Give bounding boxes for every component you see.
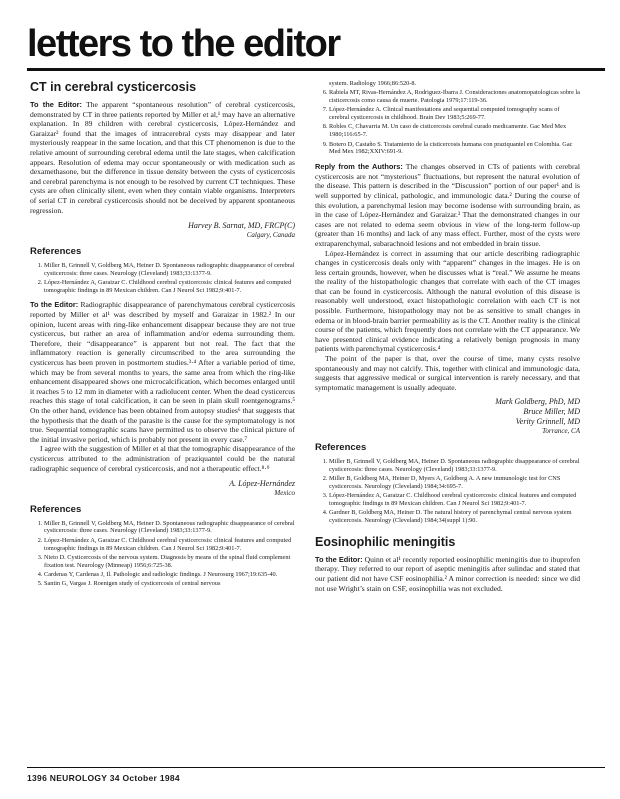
author-signature: Harvey B. Sarnat, MD, FRCP(C): [188, 221, 295, 231]
section-title-eosinophilic-meningitis: Eosinophilic meningitis: [315, 534, 456, 549]
letter-sarnat: [30, 100, 295, 215]
letter-eosinophilic: [315, 555, 580, 593]
letter-body: Radiographic disappearance of parenchymatous cerebral cysticercosis reported by Miller et al¹ was described by myself and Garaizar in 1982.² In our opinion, lucent areas with ring-like enhancement disappear because they are not true cysticercus, but rather an area of inflammation and/or edema surrounding them. Therefore, their “disappearance” is apparent but not real. The fact that the inflammatory reaction is generally circumscribed to the area surrounding the cysticercus has been proven in postmortem studies.³·⁴ After a variable period of time, which may be from several months to years, the same area from which the ring-like enhancement disappeared shows one microcalcification, which becomes enlarged until it reaches 5 to 12 mm in diameter with a radiolucent center. When the dead cysticercus reaches this stage of total calcification, it can be seen in plain skull roentgenograms.⁵ On the other hand, evidence has been obtained from autopsy studies⁶ that suggests that the hypothesis that the death of the parasite is the cause for the symptomatology is not true. Sequential tomographic scans have permitted us to observe the clinical picture of the initial invasive period, which is probably not present in every case.⁷: [30, 300, 295, 444]
reference-item: 3. Nieto D. Cysticercosis of the nervous system. Diagnosis by means of the spinal fluid complement fixation test. Neurology (Minneap) 1956;6:725-38.: [44, 554, 295, 570]
references-heading: References: [315, 442, 367, 454]
reference-item: 2. López-Hernández A, Garaizar C. Childhood cerebral cysticercosis: clinical features and computed tomographic findings in 89 Mexican children. Can J Neurol Sci 1982;9:401-7.: [44, 537, 295, 553]
reference-list: [315, 458, 580, 525]
author-name: Mark Goldberg, PhD, MD: [495, 397, 580, 407]
left-column: [30, 80, 295, 592]
letter-lead: To the Editor:: [315, 554, 363, 564]
author-location: Mexico: [274, 489, 295, 498]
references-heading: References: [30, 246, 82, 258]
letter-body: The apparent “spontaneous resolution” of cerebral cysticercosis, demonstrated by CT in three patients reported by Miller et al,¹ may have an alternative explanation. In 89 children with cerebral cysticercosis, López-Hernández and Garaizar² found that the images of intracerebral cysts may disappear and later mysteriously reappear in the same location, and that this CT phenomenon is due to the relative amount of surrounding cerebral edema until the late stages, when calcification appears. Resolution of edema may occur spontaneously or with medication such as dexamethasone, but the difference in tissue density between the cysts of cysticercosis and cerebral parenchyma is not enough to be resolved by current CT techniques. These cysts are often clinically silent, even when they contain viable organisms. Interpreters of serial CT in cerebral cysticercosis should not be deceived by apparent spontaneous regression.: [30, 100, 295, 215]
reference-item: 9. Botero D, Castaño S. Tratamiento de la cisticercosis humana con praziquantel en Colombia. Gac Med Mex 1982;XXIV:691-9.: [329, 141, 580, 157]
reference-list-continued: [315, 80, 580, 156]
author-location: Calgary, Canada: [246, 231, 295, 240]
masthead-rule: [27, 68, 605, 71]
right-column: [315, 80, 580, 593]
page-footer: [27, 773, 180, 783]
reference-item: 5. Santin G, Vargas J. Roentgen study of cysticercosis of central nervous: [44, 580, 295, 588]
reply-from-authors: [315, 162, 580, 248]
reference-list: [30, 520, 295, 588]
references-heading: References: [30, 504, 82, 516]
reference-item: system. Radiology 1966;86:520-8.: [329, 80, 417, 87]
reference-item: 4. Gardner B, Goldberg MA, Heiner D. The natural history of parenchymal central nervous system cysticercosis. Neurology (Cleveland) 1984;34(suppl 1):90.: [329, 509, 580, 525]
footer-text: 1396 NEUROLOGY 34 October 1984: [27, 773, 180, 783]
letter-body-paragraph: I agree with the suggestion of Miller et al that the tomographic disappearance of the cysticercus attributed to the administration of praziquantel could be the natural radiographic sequence of cerebral cysticercosis, and not a therapeutic effect.⁸·⁹: [30, 444, 295, 473]
reference-list: [30, 262, 295, 295]
reference-item: 7. López-Hernández A. Clinical manifestations and sequential computed tomography scans of cerebral cysticercosis in childhood. Brain Dev 1983;5:269-77.: [329, 106, 580, 122]
letter-body: Quinn et al¹ recently reported eosinophilic meningitis due to ibuprofen therapy. They referred to our report of aseptic meningitis after sulindac and stated that our patient did not have CSF eosinophilia.² A minor correction is needed: since we did not use Wright’s stain on CSF, eosinophilia was not excluded.: [315, 554, 580, 593]
masthead: letters to the editor: [27, 23, 340, 65]
footer-rule: [27, 767, 605, 768]
reply-body-paragraph: López-Hernández is correct in assuming that our article describing radiographic changes in cysticercosis deals only with “apparent” changes in the images. He is on less certain grounds, however, when he discusses what is “real.” We assume he means the reality of the histopathologic changes that correlate with each of the CT images that can be found in cysticercosis. Although the natural evolution of this disease is reasonably well understood, exact histopathologic correlation with each CT is not possible. Furthermore, histopathology may not be as sensitive to small changes in edema or in blood-brain barrier permeability as is the CT. Another reality is the clinical course of the patients, which frequently does not correlate with the CT appearance. We have presented clinical evidence indicating a relatively benign prognosis in many patients with parenchymal cysticercosis.⁴: [315, 248, 580, 354]
reference-item: 2. Miller B, Goldberg MA, Heiner D, Myers A, Goldberg A. A new immunologic test for CNS cysticercosis. Neurology (Cleveland) 1984;34:695-7.: [329, 475, 580, 491]
reply-body: The changes observed in CTs of patients with cerebral cysticercosis are not “mysterious” fluctuations, but represent the natural evolution of the disease. This pattern is described in the “Discussion” portion of our paper¹ and is well supported by clinical, pathologic, and immunologic data.² During the course of this evolution, a parenchymal lesion may become isodense with surrounding brain, as in the case of López-Hernández and Garaizar.³ That the demonstrated changes in our cases are not related to edema seem obvious in view of the long-term follow-up (greater than 16 months) and lack of any mass effect. Further, most of the cysts were extraparenchymal, subarachnoid lesions and not embedded in brain tissue.: [315, 162, 580, 248]
reference-item: 1. Miller B, Grinnell V, Goldberg MA, Heiner D. Spontaneous radiographic disappearance of cerebral cysticercosis: three cases. Neurology (Cleveland) 1983;33:1377-9.: [329, 458, 580, 474]
reference-item: 2. López-Hernández A, Garaizar C. Childhood cerebral cysticercosis: clinical features and computed tomographic findings in 89 Mexican children. Can J Neurol Sci 1982;9:401-7.: [44, 279, 295, 295]
author-signature: [315, 397, 580, 427]
section-title-cysticercosis: CT in cerebral cysticercosis: [30, 80, 197, 94]
author-location: Torrance, CA: [542, 427, 580, 436]
author-name: Verity Grinnell, MD: [515, 417, 580, 427]
reference-item: 8. Robles C, Chavarria M. Un caso de cisticercosis cerebral curado medicamente. Gac Med Mex 1980;116:65-7.: [329, 123, 580, 139]
letter-lead: To the Editor:: [30, 300, 79, 310]
letter-lead: To the Editor:: [30, 100, 82, 109]
reference-item: 1. Miller B, Grinnell V, Goldberg MA, Heiner D. Spontaneous radiographic disappearance of cerebral cysticercosis: three cases. Neurology (Cleveland) 1983;33:1377-9.: [44, 520, 295, 536]
reference-item: 4. Cardenas Y, Cardenas J, Il. Pathologic and radiologic findings. J Neurosurg 1967;19:635-40.: [44, 571, 295, 579]
reference-item: 3. López-Hernández A, Garaizar C. Childhood cerebral cysticercosis: clinical features and computed tomographic findings in 89 Mexican children. Can J Neurol Sci 1982;9:401-7.: [329, 492, 580, 508]
author-name: Bruce Miller, MD: [523, 407, 580, 417]
reply-body-paragraph: The point of the paper is that, over the course of time, many cysts resolve spontaneously and may not calcify. This, together with clinical and immunologic data, suggests that aggressive medical or surgical intervention is rarely necessary, and that symptomatic management is usually adequate.: [315, 354, 580, 392]
reply-lead: Reply from the Authors:: [315, 162, 403, 172]
author-signature: A. López-Hernández: [229, 479, 295, 489]
reference-item: 1. Miller B, Grinnell V, Goldberg MA, Heiner D. Spontaneous radiographic disappearance of cerebral cysticercosis: three cases. Neurology (Cleveland) 1983;33:1377-9.: [44, 262, 295, 278]
letter-lopez-hernandez: [30, 300, 295, 444]
reference-item: 6. Rabiela MT, Rivas-Hernández A, Rodriguez-Ibarra J. Consideraciones anatomopatologicas sobre la cisticercosis como causa de muerte. Patologia 1979;17:119-36.: [329, 89, 580, 105]
